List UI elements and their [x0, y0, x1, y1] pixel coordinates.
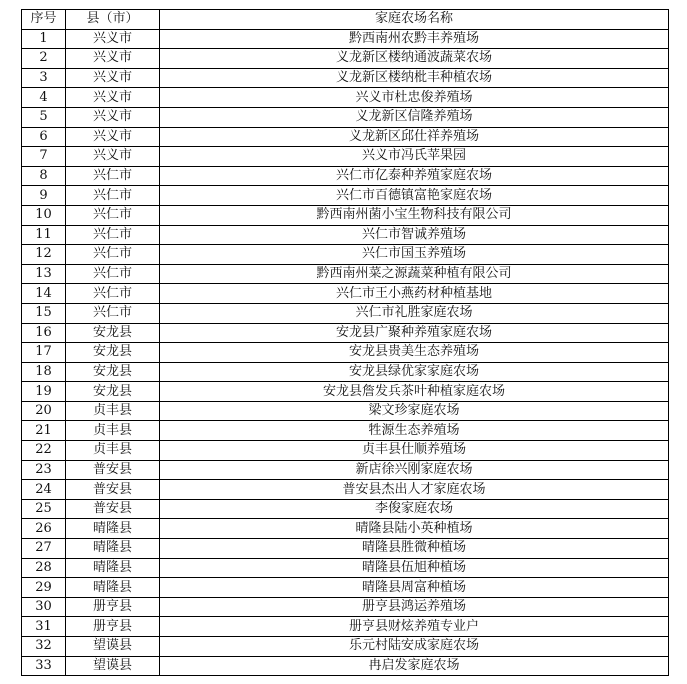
cell-county: 兴义市 [66, 68, 160, 88]
cell-farm-name: 兴仁市国玉养殖场 [160, 245, 669, 265]
table-row [22, 382, 669, 402]
cell-county: 兴仁市 [66, 284, 160, 304]
cell-farm-name: 晴隆县胜微种植场 [160, 539, 669, 559]
cell-farm-name: 义龙新区信隆养殖场 [160, 107, 669, 127]
cell-county: 兴仁市 [66, 166, 160, 186]
cell-serial-number: 10 [22, 205, 66, 225]
cell-serial-number: 30 [22, 597, 66, 617]
table-body [22, 29, 669, 676]
table-row [22, 343, 669, 363]
cell-serial-number: 2 [22, 49, 66, 69]
table-row [22, 617, 669, 637]
cell-county: 安龙县 [66, 343, 160, 363]
table-row [22, 499, 669, 519]
cell-farm-name: 义龙新区楼纳通波蔬菜农场 [160, 49, 669, 69]
cell-farm-name: 兴仁市智诚养殖场 [160, 225, 669, 245]
cell-serial-number: 8 [22, 166, 66, 186]
cell-county: 望谟县 [66, 637, 160, 657]
cell-serial-number: 16 [22, 323, 66, 343]
cell-county: 贞丰县 [66, 421, 160, 441]
table-row [22, 225, 669, 245]
cell-county: 兴义市 [66, 107, 160, 127]
cell-county: 安龙县 [66, 382, 160, 402]
cell-serial-number: 20 [22, 401, 66, 421]
cell-farm-name: 晴隆县陆小英种植场 [160, 519, 669, 539]
cell-county: 兴义市 [66, 29, 160, 49]
cell-county: 晴隆县 [66, 578, 160, 598]
cell-serial-number: 32 [22, 637, 66, 657]
cell-serial-number: 23 [22, 460, 66, 480]
header-county: 县（市） [66, 10, 160, 30]
cell-farm-name: 兴仁市礼胜家庭农场 [160, 303, 669, 323]
cell-serial-number: 9 [22, 186, 66, 206]
cell-county: 兴仁市 [66, 245, 160, 265]
cell-county: 普安县 [66, 499, 160, 519]
table-row [22, 88, 669, 108]
cell-serial-number: 28 [22, 558, 66, 578]
cell-serial-number: 22 [22, 441, 66, 461]
cell-county: 兴仁市 [66, 264, 160, 284]
family-farm-table [21, 9, 669, 676]
table-row [22, 460, 669, 480]
cell-farm-name: 义龙新区邱仕祥养殖场 [160, 127, 669, 147]
cell-county: 望谟县 [66, 656, 160, 676]
header-serial-number: 序号 [22, 10, 66, 30]
cell-farm-name: 新店徐兴刚家庭农场 [160, 460, 669, 480]
table-row [22, 519, 669, 539]
cell-serial-number: 4 [22, 88, 66, 108]
table-row [22, 401, 669, 421]
cell-county: 兴仁市 [66, 205, 160, 225]
cell-serial-number: 24 [22, 480, 66, 500]
table-row [22, 245, 669, 265]
cell-farm-name: 安龙县绿优家家庭农场 [160, 362, 669, 382]
cell-serial-number: 18 [22, 362, 66, 382]
cell-farm-name: 兴仁市王小燕药材种植基地 [160, 284, 669, 304]
table-row [22, 205, 669, 225]
cell-farm-name: 冉启发家庭农场 [160, 656, 669, 676]
cell-serial-number: 3 [22, 68, 66, 88]
cell-farm-name: 安龙县贵美生态养殖场 [160, 343, 669, 363]
cell-farm-name: 安龙县詹发兵茶叶种植家庭农场 [160, 382, 669, 402]
cell-farm-name: 乐元村陆安成家庭农场 [160, 637, 669, 657]
cell-farm-name: 牲源生态养殖场 [160, 421, 669, 441]
cell-farm-name: 兴义市杜忠俊养殖场 [160, 88, 669, 108]
cell-county: 普安县 [66, 460, 160, 480]
cell-county: 册亨县 [66, 597, 160, 617]
cell-serial-number: 14 [22, 284, 66, 304]
cell-serial-number: 19 [22, 382, 66, 402]
cell-serial-number: 17 [22, 343, 66, 363]
table-row [22, 421, 669, 441]
cell-serial-number: 25 [22, 499, 66, 519]
cell-county: 兴义市 [66, 49, 160, 69]
cell-farm-name: 晴隆县周富种植场 [160, 578, 669, 598]
table-row [22, 68, 669, 88]
cell-county: 晴隆县 [66, 558, 160, 578]
table-row [22, 597, 669, 617]
cell-county: 兴义市 [66, 127, 160, 147]
cell-county: 兴义市 [66, 147, 160, 167]
cell-serial-number: 26 [22, 519, 66, 539]
table-row [22, 539, 669, 559]
cell-farm-name: 册亨县鸿运养殖场 [160, 597, 669, 617]
cell-serial-number: 5 [22, 107, 66, 127]
cell-county: 兴义市 [66, 88, 160, 108]
cell-serial-number: 29 [22, 578, 66, 598]
table-row [22, 127, 669, 147]
table-header-row [22, 10, 669, 30]
cell-farm-name: 义龙新区楼纳枇丰种植农场 [160, 68, 669, 88]
cell-farm-name: 李俊家庭农场 [160, 499, 669, 519]
cell-farm-name: 兴仁市百德镇富艳家庭农场 [160, 186, 669, 206]
table-row [22, 107, 669, 127]
cell-serial-number: 21 [22, 421, 66, 441]
table-row [22, 362, 669, 382]
cell-farm-name: 册亨县财炫养殖专业户 [160, 617, 669, 637]
cell-serial-number: 13 [22, 264, 66, 284]
cell-county: 安龙县 [66, 362, 160, 382]
cell-serial-number: 31 [22, 617, 66, 637]
table-row [22, 578, 669, 598]
cell-county: 普安县 [66, 480, 160, 500]
table-row [22, 441, 669, 461]
cell-county: 兴仁市 [66, 186, 160, 206]
cell-county: 册亨县 [66, 617, 160, 637]
cell-serial-number: 15 [22, 303, 66, 323]
cell-county: 晴隆县 [66, 539, 160, 559]
table-row [22, 480, 669, 500]
cell-farm-name: 晴隆县伍旭种植场 [160, 558, 669, 578]
cell-serial-number: 11 [22, 225, 66, 245]
header-farm-name: 家庭农场名称 [160, 10, 669, 30]
cell-farm-name: 黔西南州农黔丰养殖场 [160, 29, 669, 49]
cell-serial-number: 12 [22, 245, 66, 265]
table-row [22, 166, 669, 186]
table-row [22, 558, 669, 578]
cell-farm-name: 黔西南州菌小宝生物科技有限公司 [160, 205, 669, 225]
table-row [22, 49, 669, 69]
cell-county: 兴仁市 [66, 303, 160, 323]
cell-farm-name: 安龙县广聚种养殖家庭农场 [160, 323, 669, 343]
table-row [22, 147, 669, 167]
table-row [22, 186, 669, 206]
cell-serial-number: 7 [22, 147, 66, 167]
cell-serial-number: 1 [22, 29, 66, 49]
cell-county: 贞丰县 [66, 401, 160, 421]
cell-serial-number: 6 [22, 127, 66, 147]
cell-farm-name: 梁文珍家庭农场 [160, 401, 669, 421]
cell-farm-name: 兴义市冯氏苹果园 [160, 147, 669, 167]
cell-farm-name: 兴仁市亿泰种养殖家庭农场 [160, 166, 669, 186]
cell-farm-name: 普安县杰出人才家庭农场 [160, 480, 669, 500]
cell-county: 晴隆县 [66, 519, 160, 539]
cell-serial-number: 27 [22, 539, 66, 559]
table-row [22, 29, 669, 49]
cell-county: 贞丰县 [66, 441, 160, 461]
cell-serial-number: 33 [22, 656, 66, 676]
table-row [22, 303, 669, 323]
table-row [22, 323, 669, 343]
table-row [22, 656, 669, 676]
cell-county: 兴仁市 [66, 225, 160, 245]
table-row [22, 284, 669, 304]
cell-farm-name: 黔西南州菜之源蔬菜种植有限公司 [160, 264, 669, 284]
cell-county: 安龙县 [66, 323, 160, 343]
table-row [22, 637, 669, 657]
table-row [22, 264, 669, 284]
cell-farm-name: 贞丰县仕顺养殖场 [160, 441, 669, 461]
